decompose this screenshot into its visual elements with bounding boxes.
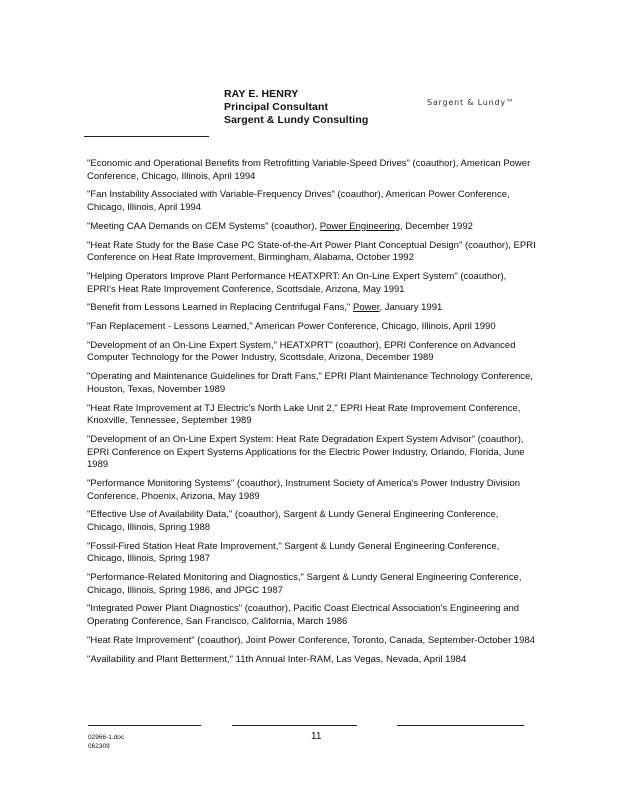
publication-entry: "Performance Monitoring Systems" (coauthor), Instrument Society of America's Power Industry Division Conference, Phoenix, Arizona, May 1989 (87, 477, 521, 502)
header-divider (84, 136, 209, 137)
file-code: 062309 (88, 742, 110, 750)
publication-entry: "Meeting CAA Demands on CEM Systems" (coauthor), Power Engineering, December 1992 (87, 220, 473, 232)
person-name: RAY E. HENRY (224, 88, 299, 100)
publication-entry: "Development of an On-Line Expert System: Heat Rate Degradation Expert System Advisor" (coauthor), EPRI Conference on Expert Systems Applications for the Electric Power Industry, Orlando, Florida, June 1989 (87, 433, 525, 471)
publication-entry: "Operating and Maintenance Guidelines for Draft Fans," EPRI Plant Maintenance Technology Conference, Houston, Texas, November 1989 (87, 371, 533, 395)
publication-entry: "Heat Rate Study for the Base Case PC State-of-the-Art Power Plant Conceptual Design" (coauthor), EPRI Conference on Heat Rate Improvement, Birmingham, Alabama, October 1992 (87, 239, 536, 264)
publication-entry: "Heat Rate Improvement at TJ Electric's North Lake Unit 2," EPRI Heat Rate Improvement Conference, Knoxville, Tennessee, September 1989 (87, 402, 521, 427)
publication-entry: "Fossil-Fired Station Heat Rate Improvement," Sargent & Lundy General Engineering Conference, Chicago, Illinois, Spring 1987 (87, 540, 500, 565)
journal-title: Power Engineering (319, 220, 401, 232)
footer-rule-right (397, 725, 524, 726)
company-logo: Sargent & Lundy™ (427, 98, 515, 107)
publication-entry: "Fan Instability Associated with Variable-Frequency Drives" (coauthor), American Power Conference, Chicago, Illinois, April 1994 (87, 189, 510, 213)
resume-header (224, 88, 368, 127)
publication-entry: "Development of an On-Line Expert System," HEATXPRT" (coauthor), EPRI Conference on Advanced Computer Technology for the Power Industry, Scottsdale, Arizona, December 1989 (87, 339, 516, 364)
publications-list (87, 158, 537, 672)
publication-entry: "Performance-Related Monitoring and Diagnostics," Sargent & Lundy General Engineering Conference, Chicago, Illinois, Spring 1986, and JPGC 1987 (87, 572, 522, 596)
file-name: 02966-1.doc (88, 734, 125, 741)
publication-entry: "Availability and Plant Betterment," 11th Annual Inter-RAM, Las Vegas, Nevada, April 1984 (87, 653, 467, 665)
publication-entry: "Fan Replacement - Lessons Learned," American Power Conference, Chicago, Illinois, April 1990 (87, 321, 496, 333)
publication-entry: "Effective Use of Availability Data," (coauthor), Sargent & Lundy General Engineering Conference, Chicago, Illinois, Spring 1988 (87, 509, 499, 533)
publication-entry: "Heat Rate Improvement" (coauthor), Joint Power Conference, Toronto, Canada, September-October 1984 (87, 634, 536, 646)
publication-entry: "Economic and Operational Benefits from Retrofitting Variable-Speed Drives" (coauthor), American Power Conference, Chicago, Illinois, April 1994 (87, 158, 531, 182)
publication-entry: "Helping Operators Improve Plant Performance HEATXPRT: An On-Line Expert System" (coauthor), EPRI's Heat Rate Improvement Conference, Scottsdale, Arizona, May 1991 (87, 270, 507, 295)
footer-rule-left (88, 725, 201, 726)
page-number: 11 (311, 731, 322, 742)
person-title: Principal Consultant (224, 101, 329, 113)
publication-entry: "Benefit from Lessons Learned in Replacing Centrifugal Fans," Power, January 1991 (87, 302, 443, 314)
journal-title: Power (353, 302, 380, 314)
company-name: Sargent & Lundy Consulting (224, 114, 369, 126)
footer-rule-center (232, 725, 357, 726)
publication-entry: "Integrated Power Plant Diagnostics" (coauthor), Pacific Coast Electrical Association's Engineering and Operating Conference, San Francisco, California, March 1986 (87, 603, 520, 628)
footer-file-info (88, 734, 124, 751)
